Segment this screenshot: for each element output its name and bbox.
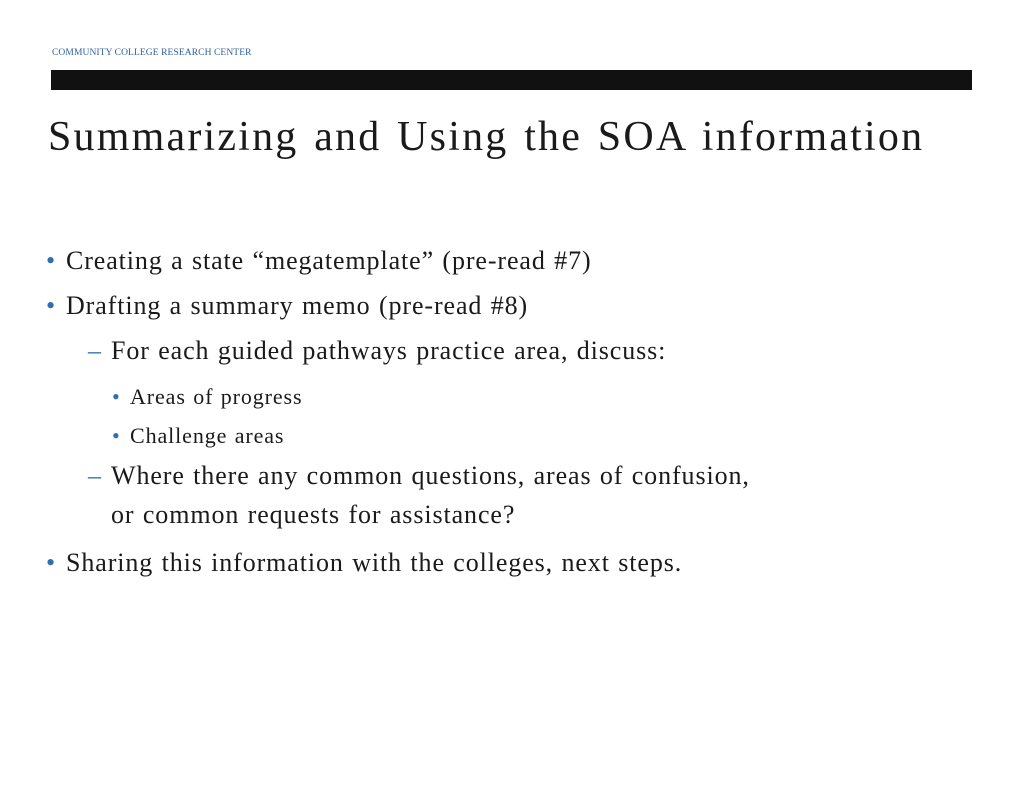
list-item: Creating a state “megatemplate” (pre-read #7) <box>66 246 592 275</box>
bullet-icon: • <box>112 423 120 448</box>
slide-title: Summarizing and Using the SOA information <box>48 114 925 160</box>
list-item: Where there any common questions, areas of confusion, <box>111 461 750 490</box>
dash-icon: – <box>88 461 101 490</box>
list-item: For each guided pathways practice area, discuss: <box>111 336 667 365</box>
dash-icon: – <box>88 336 101 365</box>
list-item-continuation: or common requests for assistance? <box>111 500 516 529</box>
list-item: Challenge areas <box>130 423 285 448</box>
list-item: Areas of progress <box>130 384 303 409</box>
list-item: Sharing this information with the colleges, next steps. <box>66 548 683 577</box>
bullet-icon: • <box>46 291 56 320</box>
organization-name: COMMUNITY COLLEGE RESEARCH CENTER <box>52 48 252 58</box>
bullet-icon: • <box>112 384 120 409</box>
bullet-icon: • <box>46 246 56 275</box>
list-item: Drafting a summary memo (pre-read #8) <box>66 291 529 320</box>
bullet-icon: • <box>46 548 56 577</box>
